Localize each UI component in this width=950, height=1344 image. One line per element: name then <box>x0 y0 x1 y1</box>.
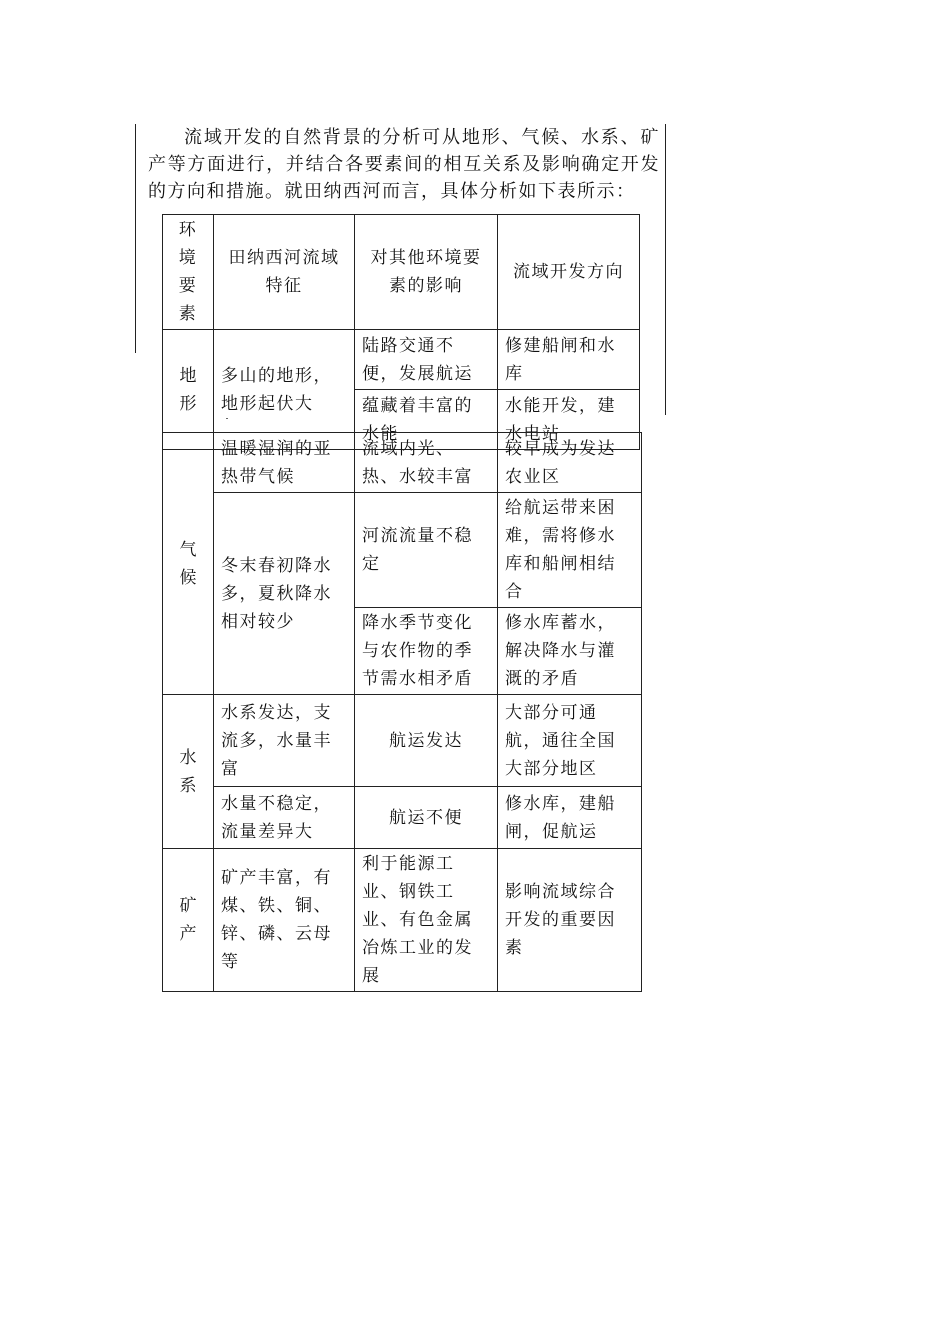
analysis-table-part2 <box>162 432 642 992</box>
header-feature: 田纳西河流域特征 <box>214 215 355 330</box>
table-row <box>163 787 642 849</box>
water-feature-2: 水量不稳定，流量差异大 <box>214 787 355 849</box>
category-climate: 气候 <box>163 433 214 695</box>
table-row <box>163 433 642 493</box>
analysis-table-part1 <box>162 214 640 450</box>
intro-paragraph: 流域开发的自然背景的分析可从地形、气候、水系、矿产等方面进行，并结合各要素间的相互关系及影响确定开发的方向和措施。就田纳西河而言，具体分析如下表所示： <box>148 127 660 202</box>
category-terrain: 地形 <box>163 330 214 450</box>
mineral-impact: 利于能源工业、钢铁工业、有色金属冶炼工业的发展 <box>355 849 498 992</box>
terrain-impact-1: 陆路交通不便，发展航运 <box>355 330 498 390</box>
climate-feature-2: 冬末春初降水多，夏秋降水相对较少 <box>214 493 355 695</box>
climate-impact-3: 降水季节变化与农作物的季节需水相矛盾 <box>355 608 498 695</box>
water-direction-2: 修水库，建船闸，促航运 <box>498 787 642 849</box>
terrain-direction-1: 修建船闸和水库 <box>498 330 640 390</box>
scan-speck <box>226 418 228 419</box>
water-feature-1: 水系发达，支流多，水量丰富 <box>214 695 355 787</box>
climate-impact-2: 河流流量不稳定 <box>355 493 498 608</box>
terrain-feature: 多山的地形，地形起伏大 <box>214 330 355 450</box>
table-row <box>163 849 642 992</box>
category-mineral: 矿产 <box>163 849 214 992</box>
header-direction: 流域开发方向 <box>498 215 640 330</box>
climate-direction-1: 较早成为发达农业区 <box>498 433 642 493</box>
table-row <box>163 330 640 390</box>
climate-direction-2: 给航运带来困难，需将修水库和船闸相结合 <box>498 493 642 608</box>
water-impact-1: 航运发达 <box>355 695 498 787</box>
terrain-direction-2: 水能开发，建水电站 <box>498 390 640 450</box>
mineral-feature: 矿产丰富，有煤、铁、铜、锌、磷、云母等 <box>214 849 355 992</box>
left-margin-line <box>135 124 136 353</box>
mineral-direction: 影响流域综合开发的重要因素 <box>498 849 642 992</box>
climate-direction-3: 修水库蓄水，解决降水与灌溉的矛盾 <box>498 608 642 695</box>
water-impact-2: 航运不便 <box>355 787 498 849</box>
water-direction-1: 大部分可通航，通往全国大部分地区 <box>498 695 642 787</box>
table-row <box>163 493 642 608</box>
header-element: 环境要素 <box>163 215 214 330</box>
right-margin-line <box>665 124 666 415</box>
climate-impact-1: 流域内光、热、水较丰富 <box>355 433 498 493</box>
header-impact: 对其他环境要素的影响 <box>355 215 498 330</box>
table-row <box>163 695 642 787</box>
terrain-impact-2: 蕴藏着丰富的水能 <box>355 390 498 450</box>
climate-feature-1: 温暖湿润的亚热带气候 <box>214 433 355 493</box>
category-water: 水系 <box>163 695 214 849</box>
table-header-row <box>163 215 640 330</box>
